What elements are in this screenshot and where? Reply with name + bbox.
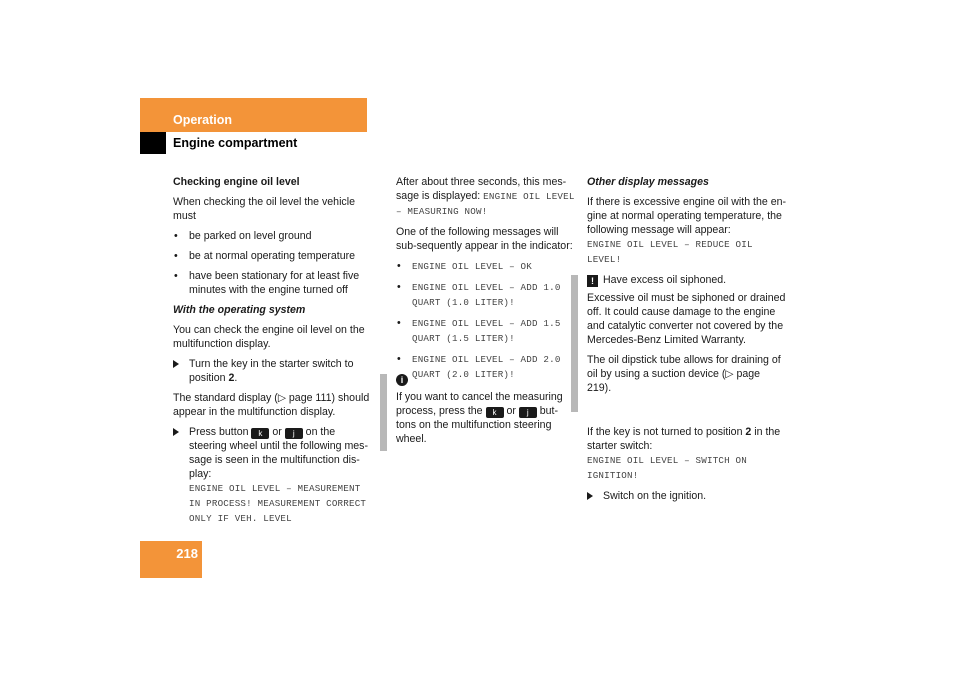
- subheading: With the operating system: [173, 304, 306, 316]
- note-bar: [571, 275, 578, 412]
- warning-text: Excessive oil must be siphoned or drained off. It could cause damage to the engine and catalytic converter not covered by the Mercedes-Benz Limited Warranty.: [587, 292, 786, 346]
- column-3-lower: [587, 425, 787, 509]
- bullet-icon: •: [397, 260, 401, 272]
- bullet-icon: •: [174, 230, 178, 242]
- bullet-icon: •: [397, 353, 401, 365]
- warning-note: [571, 275, 787, 412]
- bullet-icon: •: [397, 281, 401, 293]
- subsection-title: Engine compartment: [173, 136, 298, 150]
- section-title: Operation: [173, 113, 233, 127]
- list-item: • ENGINE OIL LEVEL – ADD 1.5 QUART (1.5 LITER)!: [397, 317, 561, 344]
- step-arrow-icon: [587, 492, 593, 500]
- step: Press button k or j on the steering wheel until the following mes-sage is seen in the multifunction dis-play: ENGINE OIL LEVEL – MEASUREMENT IN PROCESS! MEASUREMENT CORRECT ONLY IF VEH. LEVEL: [173, 425, 373, 526]
- paragraph: After about three seconds, this mes-sage is displayed: ENGINE OIL LEVEL – MEASURING NOW!: [396, 176, 575, 217]
- step-arrow-icon: [173, 428, 179, 436]
- page-number: 218: [176, 546, 198, 561]
- display-message: ENGINE OIL LEVEL – MEASUREMENT IN PROCESS! MEASUREMENT CORRECT ONLY IF VEH. LEVEL: [189, 483, 367, 524]
- bullet-icon: •: [174, 250, 178, 262]
- list-item: • have been stationary for at least five minutes with the engine turned off: [174, 270, 360, 296]
- list-item: • be at normal operating temperature: [174, 250, 356, 262]
- steering-down-button-icon: j: [285, 428, 303, 439]
- step: Switch on the ignition.: [587, 489, 787, 503]
- warning-icon: !: [587, 275, 598, 287]
- intro-text: When checking the oil level the vehicle must: [173, 196, 355, 222]
- list-item: • be parked on level ground: [174, 230, 312, 242]
- list-item: • ENGINE OIL LEVEL – ADD 2.0 QUART (2.0 LITER)!: [397, 353, 561, 380]
- header-marker: [140, 132, 166, 154]
- heading: Other display messages: [587, 176, 709, 188]
- list-item: • ENGINE OIL LEVEL – ADD 1.0 QUART (1.0 LITER)!: [397, 281, 561, 308]
- column-1: [173, 175, 373, 532]
- list-item: • ENGINE OIL LEVEL – OK: [397, 260, 532, 272]
- step: Turn the key in the starter switch to position 2.: [173, 357, 373, 385]
- note-bar: [380, 374, 387, 451]
- bullet-icon: •: [397, 317, 401, 329]
- info-icon: i: [396, 374, 408, 386]
- info-note: [380, 374, 578, 451]
- paragraph: One of the following messages will sub-sequently appear in the indicator:: [396, 226, 573, 252]
- column-2: [396, 175, 578, 388]
- step-arrow-icon: [173, 360, 179, 368]
- paragraph: If there is excessive engine oil with the en-gine at normal operating temperature, the following message will appear: ENGINE OIL LEVEL – REDUCE OIL LEVEL!: [587, 196, 787, 265]
- paragraph: The standard display (▷ page 111) should appear in the multifunction display.: [173, 392, 370, 418]
- paragraph: If the key is not turned to position 2 in the starter switch: ENGINE OIL LEVEL – SWITCH ON IGNITION!: [587, 426, 781, 481]
- warning-text: The oil dipstick tube allows for draining of oil by using a suction device (▷ page 219).: [587, 354, 781, 394]
- steering-up-button-icon: k: [251, 428, 269, 439]
- note-text: If you want to cancel the measuring process, press the k or j but-tons on the multifunction steering wheel.: [396, 391, 563, 445]
- steering-down-button-icon: j: [519, 407, 537, 418]
- bullet-icon: •: [174, 270, 178, 282]
- heading: Checking engine oil level: [173, 176, 300, 188]
- paragraph: You can check the engine oil level on the multifunction display.: [173, 324, 365, 350]
- step: Have excess oil siphoned.: [587, 273, 787, 287]
- steering-up-button-icon: k: [486, 407, 504, 418]
